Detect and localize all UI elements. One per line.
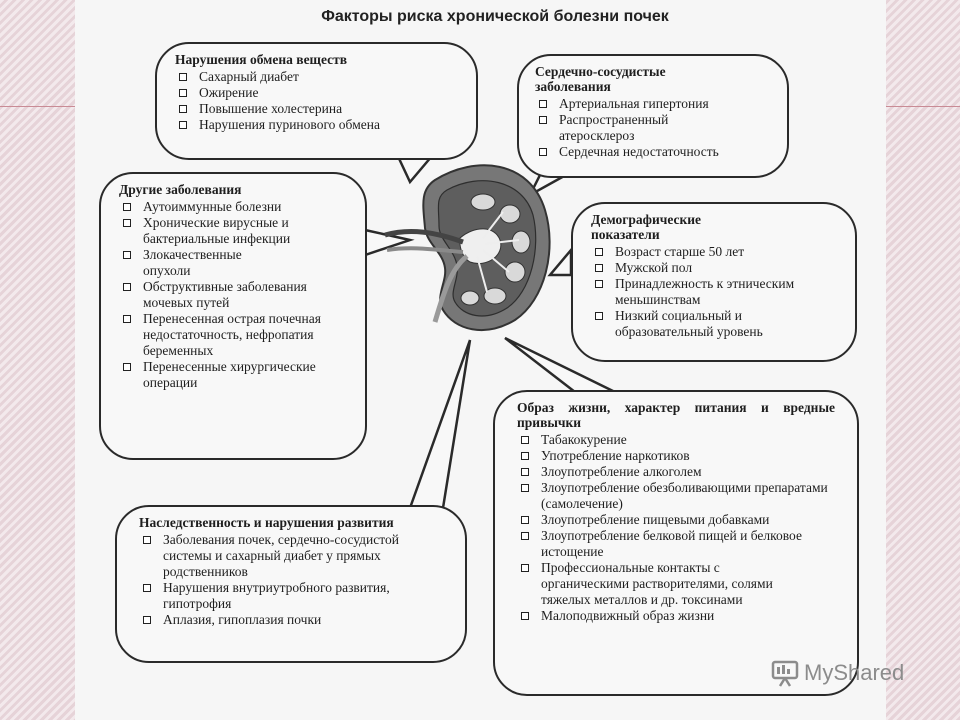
box-heredity <box>115 505 467 663</box>
list-item: Аутоиммунные болезни <box>119 199 355 215</box>
list-item: Заболевания почек, сердечно-сосудистой системы и сахарный диабет у прямых родственников <box>139 532 413 580</box>
list-item: Сердечная недостаточность <box>535 144 777 160</box>
list-item: Перенесенные хирургические операции <box>119 359 343 391</box>
box-heading: Сердечно-сосудистые заболевания <box>535 64 666 94</box>
box-heading: Образ жизни, характер питания и вредные привычки <box>517 400 835 430</box>
diagram-title: Факторы риска хронической болезни почек <box>321 8 669 25</box>
box-heading: Наследственность и нарушения развития <box>139 515 394 530</box>
list-item: Аплазия, гипоплазия почки <box>139 612 455 628</box>
list-item: Мужской пол <box>591 260 845 276</box>
list-item: Артериальная гипертония <box>535 96 777 112</box>
list-item: Распространенный атеросклероз <box>535 112 729 144</box>
list-item: Злокачественные опухоли <box>119 247 263 279</box>
list-item: Перенесенная острая почечная недостаточность, нефропатия беременных <box>119 311 343 359</box>
list-item: Возраст старше 50 лет <box>591 244 845 260</box>
list-item: Обструктивные заболевания мочевых путей <box>119 279 323 311</box>
list-item: Табакокурение <box>517 432 847 448</box>
box-metabolism <box>155 42 478 160</box>
list-item: Малоподвижный образ жизни <box>517 608 847 624</box>
watermark-text: MyShared <box>804 660 905 685</box>
list-item: Повышение холестерина <box>175 101 466 117</box>
kidney-illustration <box>385 165 550 330</box>
connector-heredity <box>410 340 470 508</box>
watermark <box>770 658 904 688</box>
list-item: Принадлежность к этническим меньшинствам <box>591 276 845 308</box>
connector-demographic <box>550 250 571 275</box>
box-other <box>99 172 367 460</box>
box-heading: Демографические показатели <box>591 212 702 242</box>
box-demographic <box>571 202 857 362</box>
list-item: Злоупотребление белковой пищей и белковое истощение <box>517 528 847 560</box>
list-item: Нарушения пуринового обмена <box>175 117 466 133</box>
list-item: Злоупотребление пищевыми добавками <box>517 512 781 528</box>
list-item: Хронические вирусные и бактериальные инфекции <box>119 215 355 247</box>
list-item: Низкий социальный и образовательный уровень <box>591 308 825 340</box>
box-cardio <box>517 54 789 178</box>
presentation-icon <box>770 658 800 688</box>
list-item: Нарушения внутриутробного развития, гипотрофия <box>139 580 393 612</box>
list-item: Злоупотребление обезболивающими препаратами (самолечение) <box>517 480 847 512</box>
box-lifestyle <box>493 390 859 696</box>
list-item: Злоупотребление алкоголем <box>517 464 847 480</box>
box-heading: Другие заболевания <box>119 182 242 197</box>
box-heading: Нарушения обмена веществ <box>175 52 348 67</box>
list-item: Употребление наркотиков <box>517 448 847 464</box>
list-item: Профессиональные контакты с органическими растворителями, солями тяжелых металлов и др. токсинами <box>517 560 811 608</box>
list-item: Ожирение <box>175 85 466 101</box>
slide <box>75 0 886 720</box>
list-item: Сахарный диабет <box>175 69 466 85</box>
